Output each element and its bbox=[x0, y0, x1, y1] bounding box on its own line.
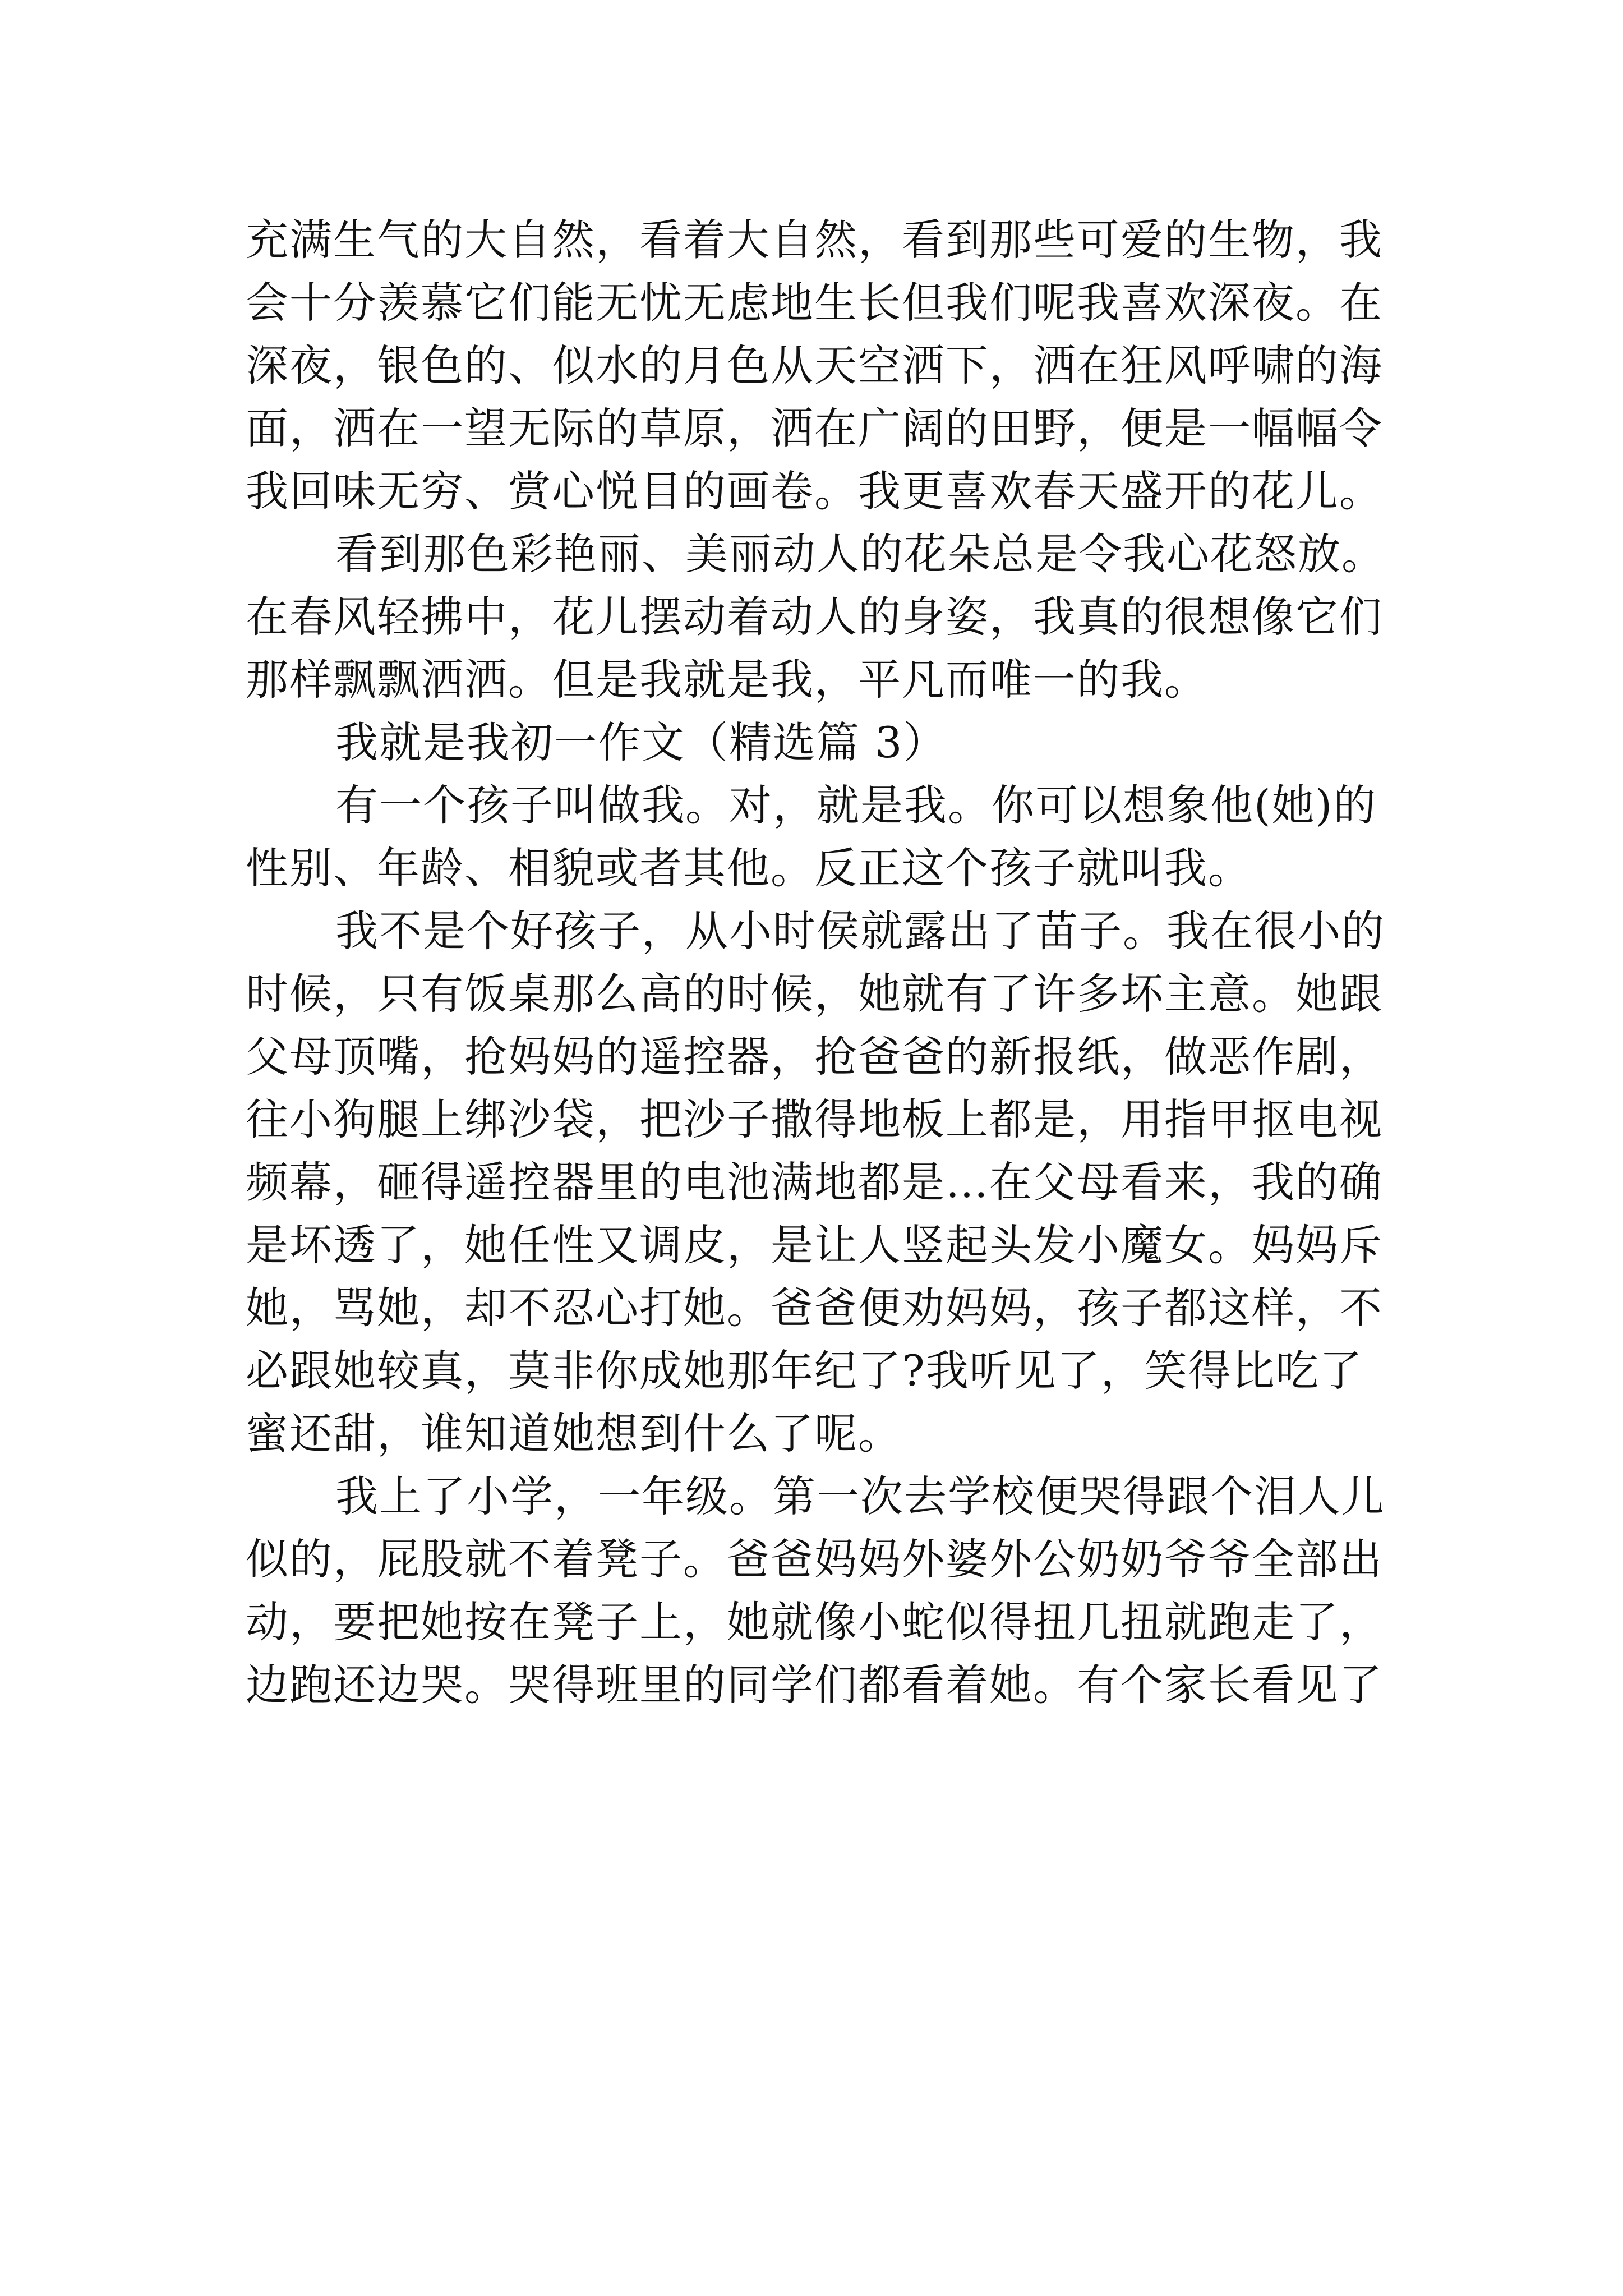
text-line: 面，洒在一望无际的草原，洒在广阔的田野，便是一幅幅令 bbox=[246, 403, 1383, 453]
paragraph-start-line: 我不是个好孩子，从小时侯就露出了苗子。我在很小的 bbox=[335, 906, 1385, 956]
text-line: 她，骂她，却不忍心打她。爸爸便劝妈妈，孩子都这样，不 bbox=[246, 1283, 1383, 1333]
text-line: 在春风轻拂中，花儿摆动着动人的身姿，我真的很想像它们 bbox=[246, 592, 1383, 642]
paragraph-start-line: 有一个孩子叫做我。对，就是我。你可以想象他(她)的 bbox=[335, 780, 1377, 830]
text-line: 蜜还甜，谁知道她想到什么了呢。 bbox=[246, 1409, 902, 1458]
text-line: 会十分羡慕它们能无忧无虑地生长但我们呢我喜欢深夜。在 bbox=[246, 278, 1383, 328]
text-line: 似的，屁股就不着凳子。爸爸妈妈外婆外公奶奶爷爷全部出 bbox=[246, 1534, 1383, 1584]
paragraph-start-line: 我上了小学，一年级。第一次去学校便哭得跟个泪人儿 bbox=[335, 1471, 1385, 1521]
paragraph-start-line: 看到那色彩艳丽、美丽动人的花朵总是令我心花怒放。 bbox=[335, 529, 1385, 579]
text-line: 父母顶嘴，抢妈妈的遥控器，抢爸爸的新报纸，做恶作剧， bbox=[246, 1032, 1383, 1082]
text-line: 我回味无穷、赏心悦目的画卷。我更喜欢春天盛开的花儿。 bbox=[246, 466, 1383, 516]
text-line: 必跟她较真，莫非你成她那年纪了?我听见了，笑得比吃了 bbox=[246, 1346, 1363, 1396]
text-line: 那样飘飘洒洒。但是我就是我，平凡而唯一的我。 bbox=[246, 655, 1208, 705]
text-line: 频幕，砸得遥控器里的电池满地都是…在父母看来，我的确 bbox=[246, 1157, 1383, 1207]
text-line: 充满生气的大自然，看着大自然，看到那些可爱的生物，我 bbox=[246, 215, 1383, 265]
text-line: 边跑还边哭。哭得班里的同学们都看着她。有个家长看见了 bbox=[246, 1660, 1383, 1710]
text-line: 性别、年龄、相貌或者其他。反正这个孩子就叫我。 bbox=[246, 843, 1252, 893]
text-line: 是坏透了，她任性又调皮，是让人竖起头发小魔女。妈妈斥 bbox=[246, 1220, 1383, 1270]
text-line: 深夜，银色的、似水的月色从天空洒下，洒在狂风呼啸的海 bbox=[246, 341, 1383, 390]
text-line: 往小狗腿上绑沙袋，把沙子撒得地板上都是，用指甲抠电视 bbox=[246, 1094, 1383, 1144]
section-heading: 我就是我初一作文（精选篇 3） bbox=[335, 717, 947, 767]
text-line: 时候，只有饭桌那么高的时候，她就有了许多坏主意。她跟 bbox=[246, 969, 1383, 1019]
document-body bbox=[246, 209, 1401, 1717]
text-line: 动，要把她按在凳子上，她就像小蛇似得扭几扭就跑走了， bbox=[246, 1597, 1383, 1647]
